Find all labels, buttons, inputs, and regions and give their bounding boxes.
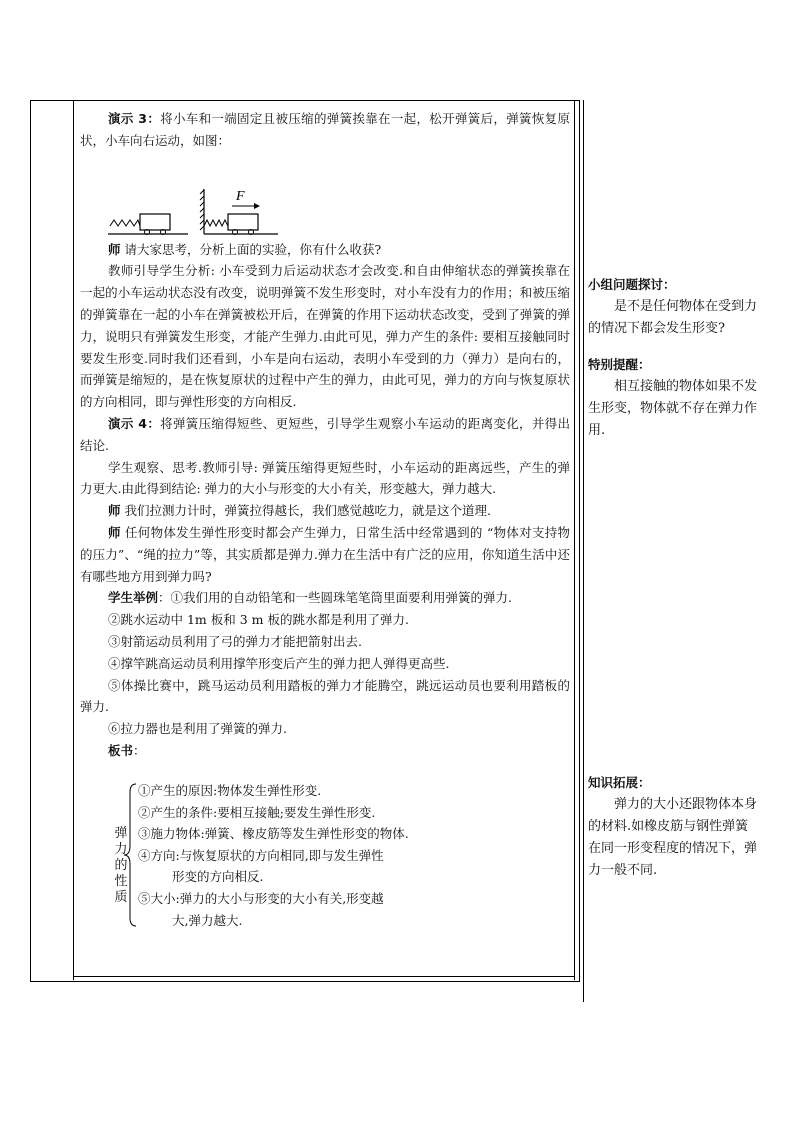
spring-cart-figure <box>108 154 308 239</box>
vertical-char: 的 <box>114 858 128 873</box>
inner-bottom-line <box>73 976 575 977</box>
tip-title: 特别提醒： <box>588 357 651 372</box>
ext-title: 知识拓展： <box>588 775 651 790</box>
board-vertical-title <box>114 826 128 906</box>
teacher3-paragraph <box>80 522 570 587</box>
column-divider-right <box>574 100 575 980</box>
vertical-char: 力 <box>114 842 128 857</box>
example-1: ①我们用的自动铅笔和一些圆珠笔笔筒里面要利用弹簧的弹力. <box>170 590 513 606</box>
vertical-char: 质 <box>114 890 128 905</box>
lesson-content <box>80 108 570 762</box>
board-item-4: ④方向:与恢复原状的方向相同,即与发生弹性 <box>138 847 384 863</box>
board-heading <box>80 740 570 762</box>
examples-colon: ： <box>158 590 171 606</box>
teacher2-text: 我们拉测力计时，弹簧拉得越长，我们感觉越吃力，就是这个道理. <box>120 503 491 519</box>
side-extension <box>588 772 758 882</box>
example-5: ⑤体操比赛中，跳马运动员利用踏板的弹力才能腾空，跳远运动员也要利用踏板的弹力. <box>80 677 570 715</box>
examples-label: 学生举例 <box>108 590 159 606</box>
column-divider <box>73 100 74 980</box>
board-item-5: ⑤大小:弹力的大小与形变的大小有关,形变越 <box>138 890 384 906</box>
demo4-label: 演示 4： <box>108 415 161 431</box>
group-title: 小组问题探讨： <box>588 277 676 292</box>
observe-paragraph: 学生观察、思考.教师引导: 弹簧压缩得更短些时，小车运动的距离远些，产生的弹力更大.由此得到结论: 弹力的大小与形变的大小有关，形变越大，弹力越大. <box>80 459 570 497</box>
demo4-paragraph <box>80 413 570 457</box>
board-colon: ： <box>133 742 146 758</box>
side-group-discussion <box>588 274 758 340</box>
example-4: ④撑竿跳高运动员利用撑竿形变后产生的弹力把人弹得更高些. <box>108 655 450 671</box>
board-item-1: ①产生的原因:物体发生弹性形变. <box>138 783 322 798</box>
teacher1-label: 师 <box>108 241 121 257</box>
demo3-text: 将小车和一端固定且被压缩的弹簧挨靠在一起，松开弹簧后，弹簧恢复原状，小车向右运动，如图： <box>80 111 570 148</box>
examples-paragraph <box>80 587 570 609</box>
teacher3-text: 任何物体发生弹性形变时都会产生弹力，日常生活中经常遇到的 “物体对支持物的压力”、“绳的拉力”等，其实质都是弹力.弹力在生活中有广泛的应用，你知道生活中还有哪些地方用到弹力吗? <box>80 524 570 584</box>
group-text: 是不是任何物体在受到力的情况下都会发生形变? <box>588 299 758 336</box>
board-label: 板书 <box>108 742 134 758</box>
vertical-char: 弹 <box>114 826 128 841</box>
guide-paragraph: 教师引导学生分析: 小车受到力后运动状态才会改变.和自由伸缩状态的弹簧挨靠在一起的小车运动状态没有改变，说明弹簧不发生形变时，对小车没有力的作用；和被压缩的弹簧靠在一起的小车在弹簧被松开后，在弹簧的作用下运动状态改变，受到了弹簧的弹力，说明只有弹簧发生形变，才能产生弹力.由此可见，弹力产生的条件: 要相互接触同时要发生形变.同时我们还看到，小车是向右运动，表明小车受到的力（弹力）是向右的，而弹簧是缩短的，是在恢复原状的过程中产生的弹力，由此可见，弹力的方向与恢复原状的方向相同，即与弹性形变的方向相反. <box>80 263 570 410</box>
vertical-char: 性 <box>114 874 128 889</box>
demo4-text: 将弹簧压缩得短些、更短些，引导学生观察小车运动的距离变化，并得出结论. <box>80 415 570 453</box>
teacher3-label: 师 <box>108 524 121 540</box>
teacher1-paragraph <box>80 239 570 261</box>
spring-cart-diagram <box>108 154 308 239</box>
side-tip <box>588 354 758 442</box>
ext-text: 弹力的大小还跟物体本身的材料.如橡皮筋与钢性弹簧在同一形变程度的情况下，弹力一般不同. <box>588 797 758 878</box>
margin-line <box>583 100 584 1002</box>
board-item-3: ③施力物体:弹簧、橡皮筋等发生弹性形变的物体. <box>138 826 409 842</box>
example-2: ②跳水运动中 1m 板和 3 m 板的跳水都是利用了弹力. <box>108 612 409 628</box>
demo3-paragraph <box>80 108 570 152</box>
board-item-5-cont: 大,弹力越大. <box>172 912 243 928</box>
teacher1-text: 请大家思考，分析上面的实验，你有什么收获? <box>120 241 382 257</box>
force-label: F <box>236 188 245 204</box>
board-items <box>138 780 448 931</box>
board-item-2: ②产生的条件:要相互接触;要发生弹性形变. <box>138 804 376 820</box>
teacher2-paragraph <box>80 500 570 522</box>
tip-text: 相互接触的物体如果不发生形变，物体就不存在弹力作用. <box>588 379 758 438</box>
demo3-label: 演示 3： <box>108 111 161 126</box>
example-6: ⑥拉力器也是利用了弹簧的弹力. <box>108 721 287 737</box>
board-item-4-cont: 形变的方向相反. <box>172 869 264 885</box>
example-3: ③射箭运动员利用了弓的弹力才能把箭射出去. <box>108 633 362 649</box>
teacher2-label: 师 <box>108 503 121 519</box>
